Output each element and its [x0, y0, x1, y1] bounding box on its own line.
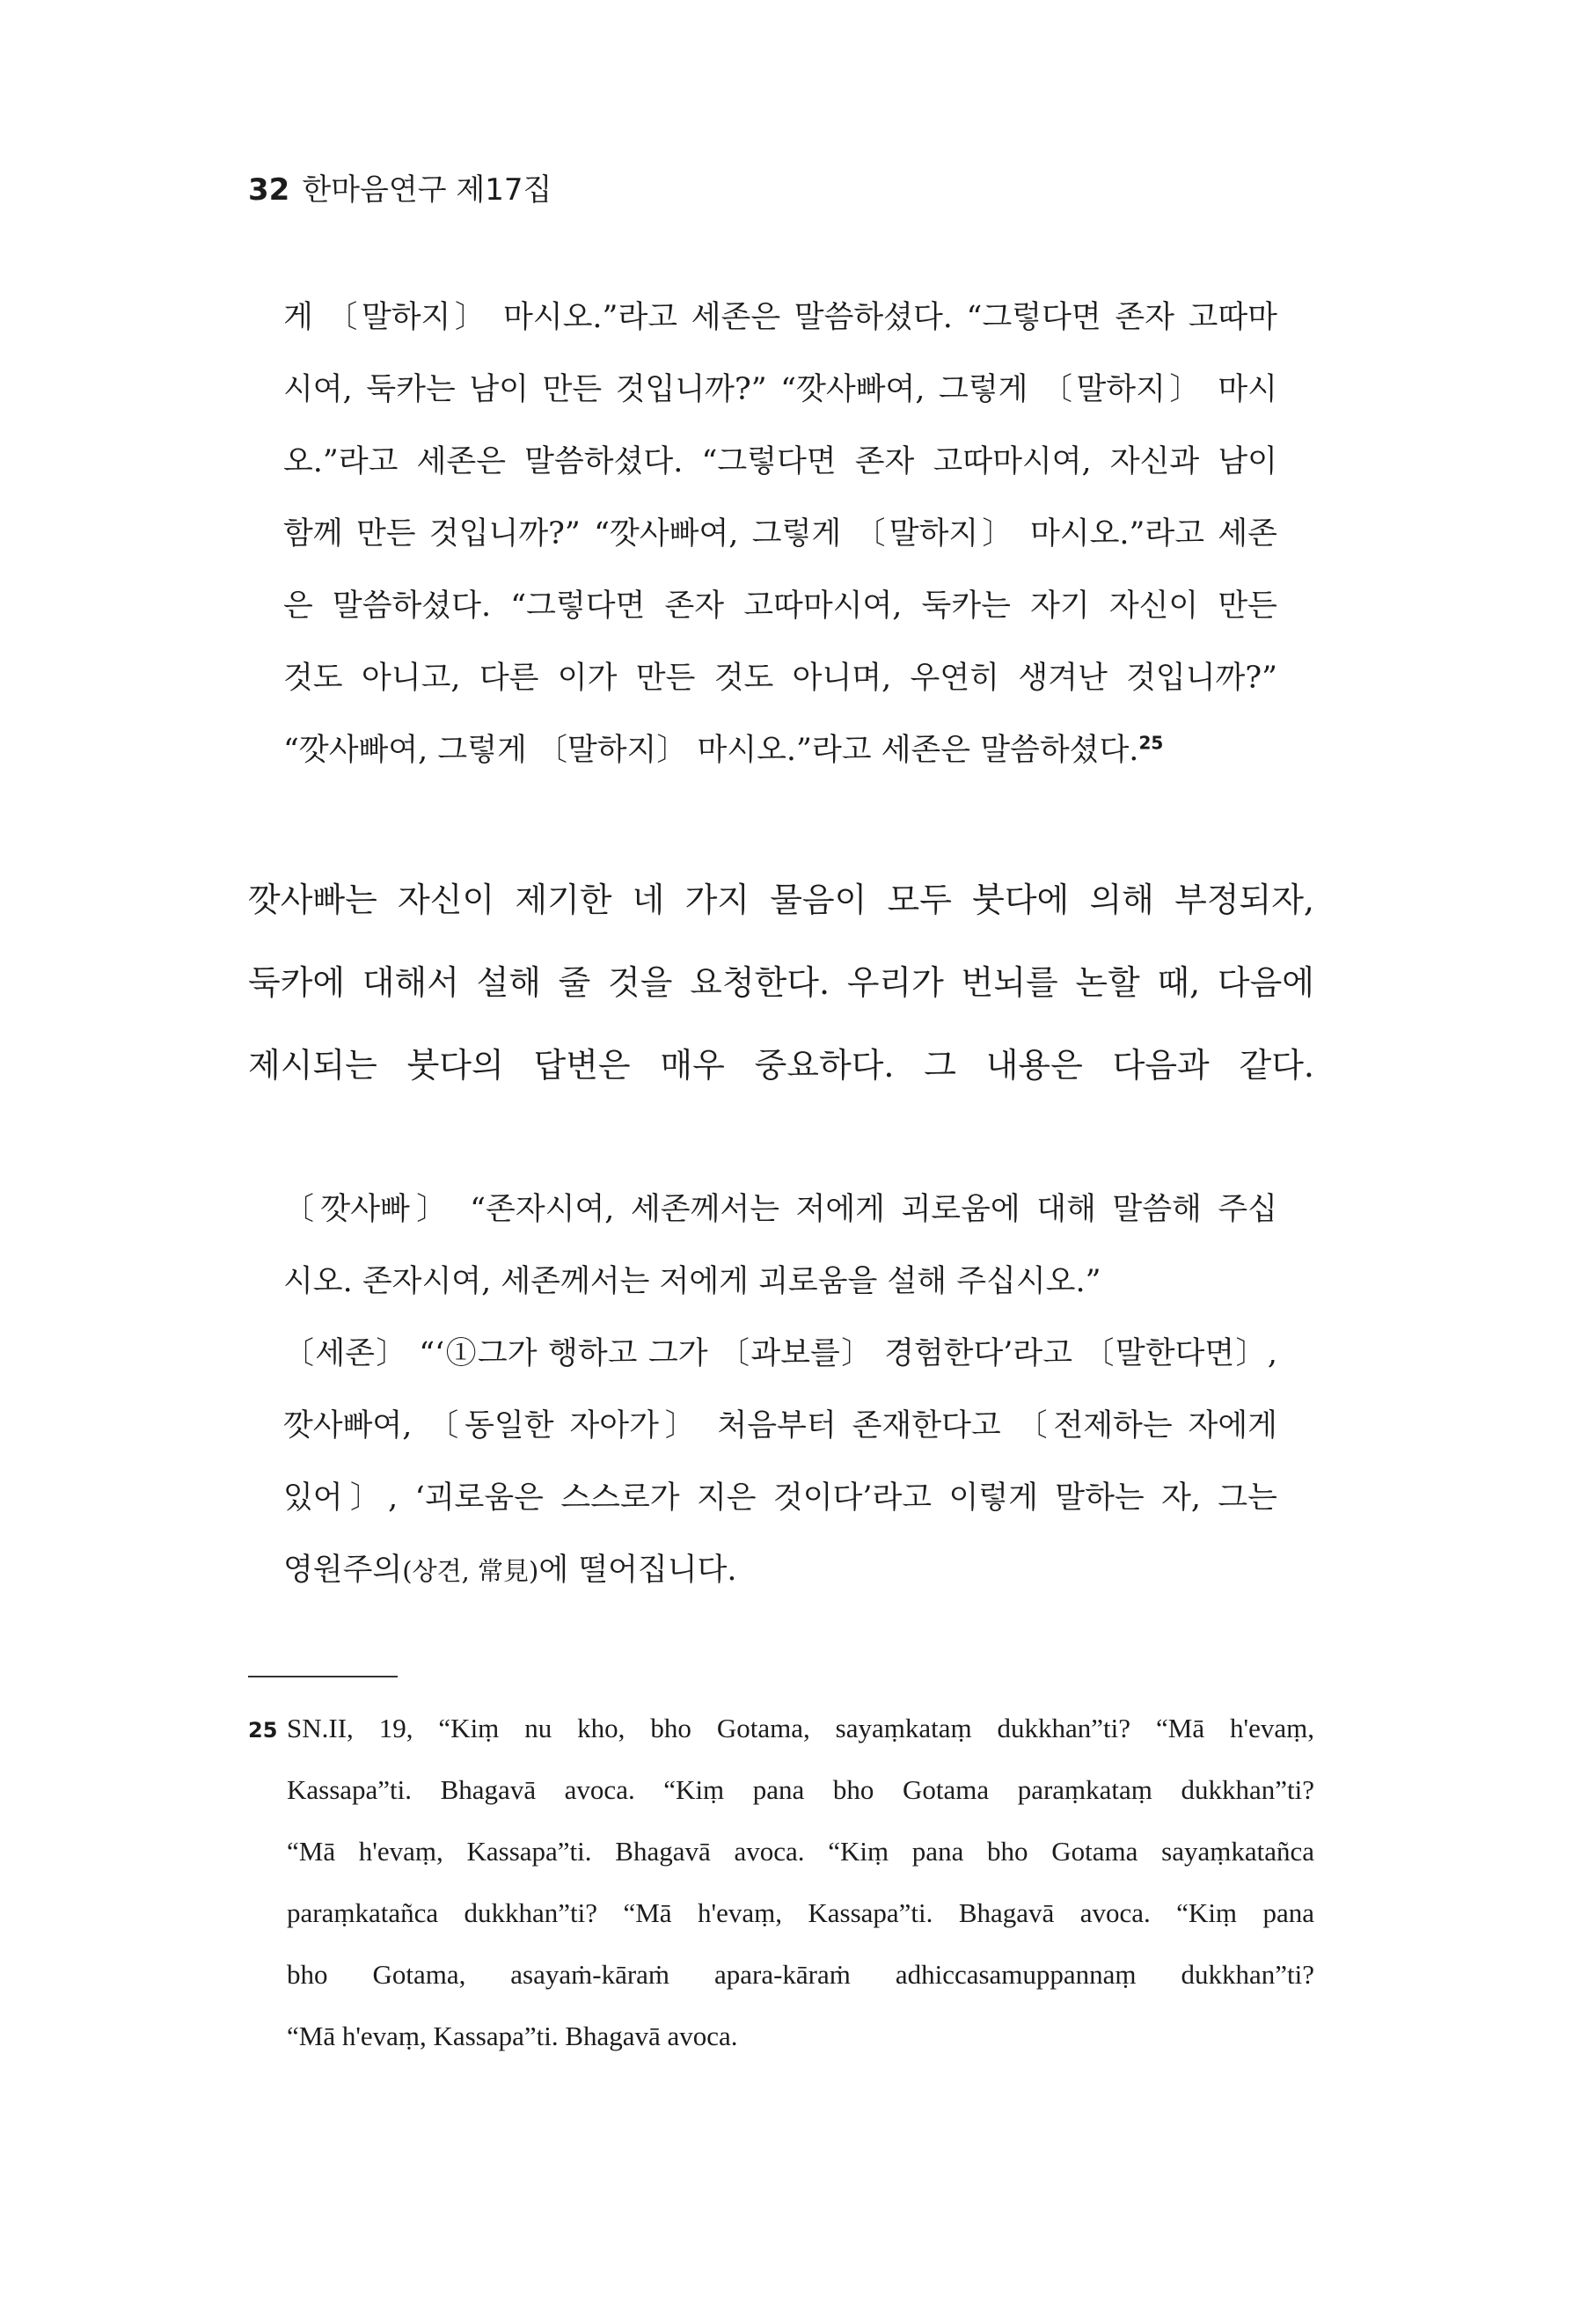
footnote-line: paraṃkatañca dukkhan”ti? “Mā h'evaṃ, Kassapa”ti. Bhagavā avoca. “Kiṃ pana [287, 1897, 1314, 1928]
quote-line: 〔깟사빠〕 “존자시여, 세존께서는 저에게 괴로움에 대해 말씀해 주십 [283, 1192, 1277, 1227]
quote-text-end: 에 떨어집니다. [538, 1553, 737, 1588]
quote-line: 시오. 존자시여, 세존께서는 저에게 괴로움을 설해 주십시오.” [283, 1264, 1101, 1299]
footnote-number: 25 [248, 1718, 278, 1743]
footnote-line: “Mā h'evaṃ, Kassapa”ti. Bhagavā avoca. “Kiṃ pana bho Gotama sayaṃkatañca [287, 1836, 1314, 1867]
block-quote-dialogue [283, 281, 1277, 786]
running-header [248, 172, 552, 208]
journal-title: 한마음연구 제17집 [302, 172, 552, 208]
footnote-line: bho Gotama, asayaṁ-kāraṁ apara-kāraṁ adhiccasamuppannaṃ dukkhan”ti? [287, 1959, 1314, 1990]
quote-line: 은 말씀하셨다. “그렇다면 존자 고따마시여, 둑카는 자기 자신이 만든 [283, 588, 1277, 624]
quote-line-last [283, 1534, 1277, 1606]
paragraph-line: 제시되는 붓다의 답변은 매우 중요하다. 그 내용은 다음과 같다. [248, 1046, 1314, 1085]
quote-line: 게 〔말하지〕 마시오.”라고 세존은 말씀하셨다. “그렇다면 존자 고따마 [283, 300, 1277, 335]
footnote-line [248, 1698, 1314, 1759]
quote-line: 것도 아니고, 다른 이가 만든 것도 아니며, 우연히 생겨난 것입니까?” [283, 661, 1277, 696]
page-number: 32 [248, 172, 290, 208]
footnote-line: “Mā h'evaṃ, Kassapa”ti. Bhagavā avoca. [287, 2021, 738, 2051]
paragraph-line: 둑카에 대해서 설해 줄 것을 요청한다. 우리가 번뇌를 논할 때, 다음에 [248, 963, 1314, 1002]
footnote-line: Kassapa”ti. Bhagavā avoca. “Kiṃ pana bho Gotama paraṃkataṃ dukkhan”ti? [287, 1774, 1314, 1805]
footnote-reference: 25 [1138, 732, 1164, 754]
quote-text-gloss: (상견, 常見) [402, 1556, 539, 1586]
quote-line: 〔세존〕 “‘①그가 행하고 그가 〔과보를〕 경험한다’라고 〔말한다면〕, [283, 1336, 1277, 1371]
quote-line: 오.”라고 세존은 말씀하셨다. “그렇다면 존자 고따마시여, 자신과 남이 [283, 444, 1277, 479]
quote-line: 시여, 둑카는 남이 만든 것입니까?” “깟사빠여, 그렇게 〔말하지〕 마시 [283, 372, 1277, 407]
quote-line-last [283, 714, 1277, 786]
paragraph-line: 깟사빠는 자신이 제기한 네 가지 물음이 모두 붓다에 의해 부정되자, [248, 881, 1314, 919]
footnote-text: SN.II, 19, “Kiṃ nu kho, bho Gotama, sayaṃkataṃ dukkhan”ti? “Mā h'evaṃ, [287, 1713, 1314, 1743]
quote-line-text: “깟사빠여, 그렇게 〔말하지〕 마시오.”라고 세존은 말씀하셨다. [283, 733, 1139, 768]
quote-line: 깟사빠여, 〔동일한 자아가〕 처음부터 존재한다고 〔전제하는 자에게 [283, 1408, 1277, 1443]
quote-text-start: 영원주의 [283, 1553, 403, 1588]
footnote [248, 1698, 1314, 2067]
block-quote-teaching [283, 1173, 1277, 1606]
body-paragraph [248, 859, 1314, 1107]
quote-line: 함께 만든 것입니까?” “깟사빠여, 그렇게 〔말하지〕 마시오.”라고 세존 [283, 516, 1277, 552]
quote-line: 있어〕, ‘괴로움은 스스로가 지은 것이다’라고 이렇게 말하는 자, 그는 [283, 1480, 1277, 1516]
footnote-divider [248, 1676, 398, 1677]
